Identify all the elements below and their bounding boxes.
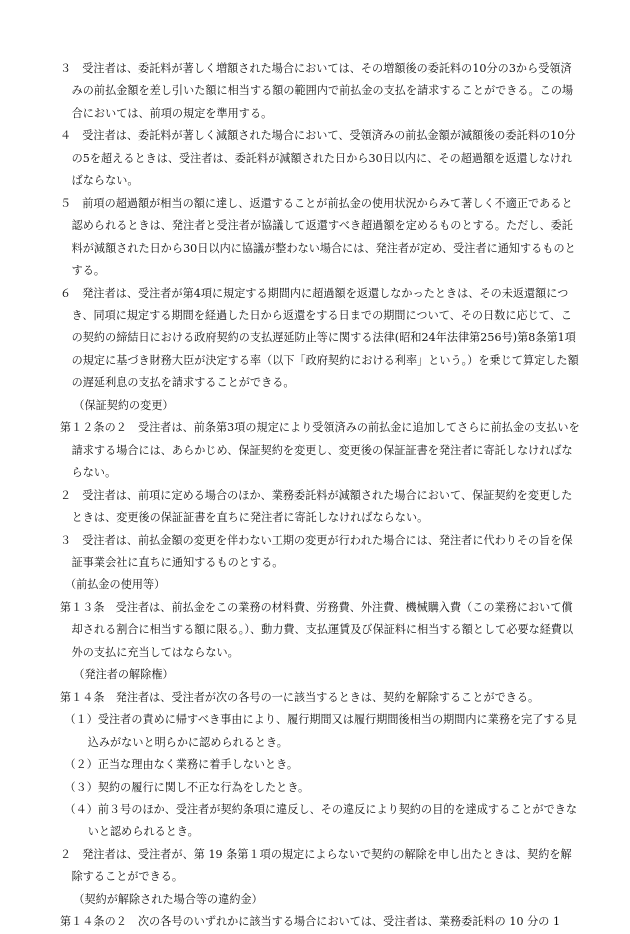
article-14-2: 第１４条の２ 次の各号のいずれかに該当する場合においては、受注者は、業務委託料の 10 分の 1 <box>60 915 561 929</box>
article-14-item-1: （１）受注者の責めに帰すべき事由により、履行期間又は履行期間後相当の期間内に業務を完了する見込みがないと明らかに認められるとき。 <box>64 713 577 749</box>
article-14: 第１４条 発注者は、受注者が次の各号の一に該当するときは、契約を解除することができる。 <box>60 690 540 704</box>
article-14-item-4: （４）前３号のほか、受注者が契約条項に違反し、その違反により契約の目的を達成することができないと認められるとき。 <box>64 802 578 839</box>
paragraph-3: ３ 受注者は、委託料が著しく増額された場合においては、その増額後の委託料の10分の3から受領済みの前払金額を差し引いた額に相当する額の範囲内で前払金の支払を請求することができる。この場合においては、前項の規定を準用する。 <box>60 62 574 120</box>
document-body <box>60 58 580 934</box>
heading-guarantee-change: （保証契約の変更） <box>73 398 174 412</box>
article-12-2-paragraph-2: ２ 受注者は、前項に定める場合のほか、業務委託料が減額された場合において、保証契約を変更したときは、変更後の保証証書を直ちに発注者に寄託しなければならない。 <box>60 488 573 525</box>
heading-penalty: （契約が解除された場合等の違約金） <box>73 892 263 906</box>
article-14-paragraph-2: ２ 発注者は、受注者が、第 19 条第１項の規定によらないで契約の解除を申し出たときは、契約を解除することができる。 <box>60 847 572 884</box>
paragraph-4: ４ 受注者は、委託料が著しく減額された場合において、受領済みの前払金額が減額後の委託料の10分の5を超えるときは、受注者は、委託料が減額された日から30日以内に、その超過額を返還しなければならない。 <box>60 129 576 188</box>
article-14-item-3: （３）契約の履行に関し不正な行為をしたとき。 <box>64 780 310 794</box>
paragraph-6: ６ 発注者は、受注者が第4項に規定する期間内に超過額を返還しなかったときは、その未返還額につき、同項に規定する期間を経過した日から返還をする日までの期間について、その日数に応じて、この契約の締結日における政府契約の支払遅延防止等に関する法律(昭和24年法律第256号)第8条第1項の規定に基づき財務大臣が決定する率（以下「政府契約における利率」という。）を乗じて算定した額の遅延利息の支払を請求することができる。 <box>60 286 579 390</box>
article-12-2: 第１２条の２ 受注者は、前条第3項の規定により受領済みの前払金に追加してさらに前払金の支払いを請求する場合には、あらかじめ、保証契約を変更し、変更後の保証証書を発注者に寄託しなければならない。 <box>60 421 580 480</box>
article-13: 第１３条 受注者は、前払金をこの業務の材料費、労務費、外注費、機械購入費（この業務において償却される割合に相当する額に限る。）、動力費、支払運賃及び保証料に相当する額として必要な経費以外の支払に充当してはならない。 <box>60 600 574 659</box>
article-12-2-paragraph-3: ３ 受注者は、前払金額の変更を伴わない工期の変更が行われた場合には、発注者に代わりその旨を保証事業会社に直ちに通知するものとする。 <box>60 533 573 569</box>
heading-advance-use: （前払金の使用等） <box>64 578 166 592</box>
heading-termination-right: （発注者の解除権） <box>73 668 174 682</box>
article-14-item-2: （２）正当な理由なく業務に着手しないとき。 <box>64 758 299 772</box>
paragraph-5: ５ 前項の超過額が相当の額に達し、返還することが前払金の使用状況からみて著しく不適正であると認められるときは、発注者と受注者が協議して返還すべき超過額を定めるものとする。ただし、委託料が減額された日から30日以内に協議が整わない場合には、発注者が定め、受注者に通知するものとする。 <box>60 196 576 278</box>
